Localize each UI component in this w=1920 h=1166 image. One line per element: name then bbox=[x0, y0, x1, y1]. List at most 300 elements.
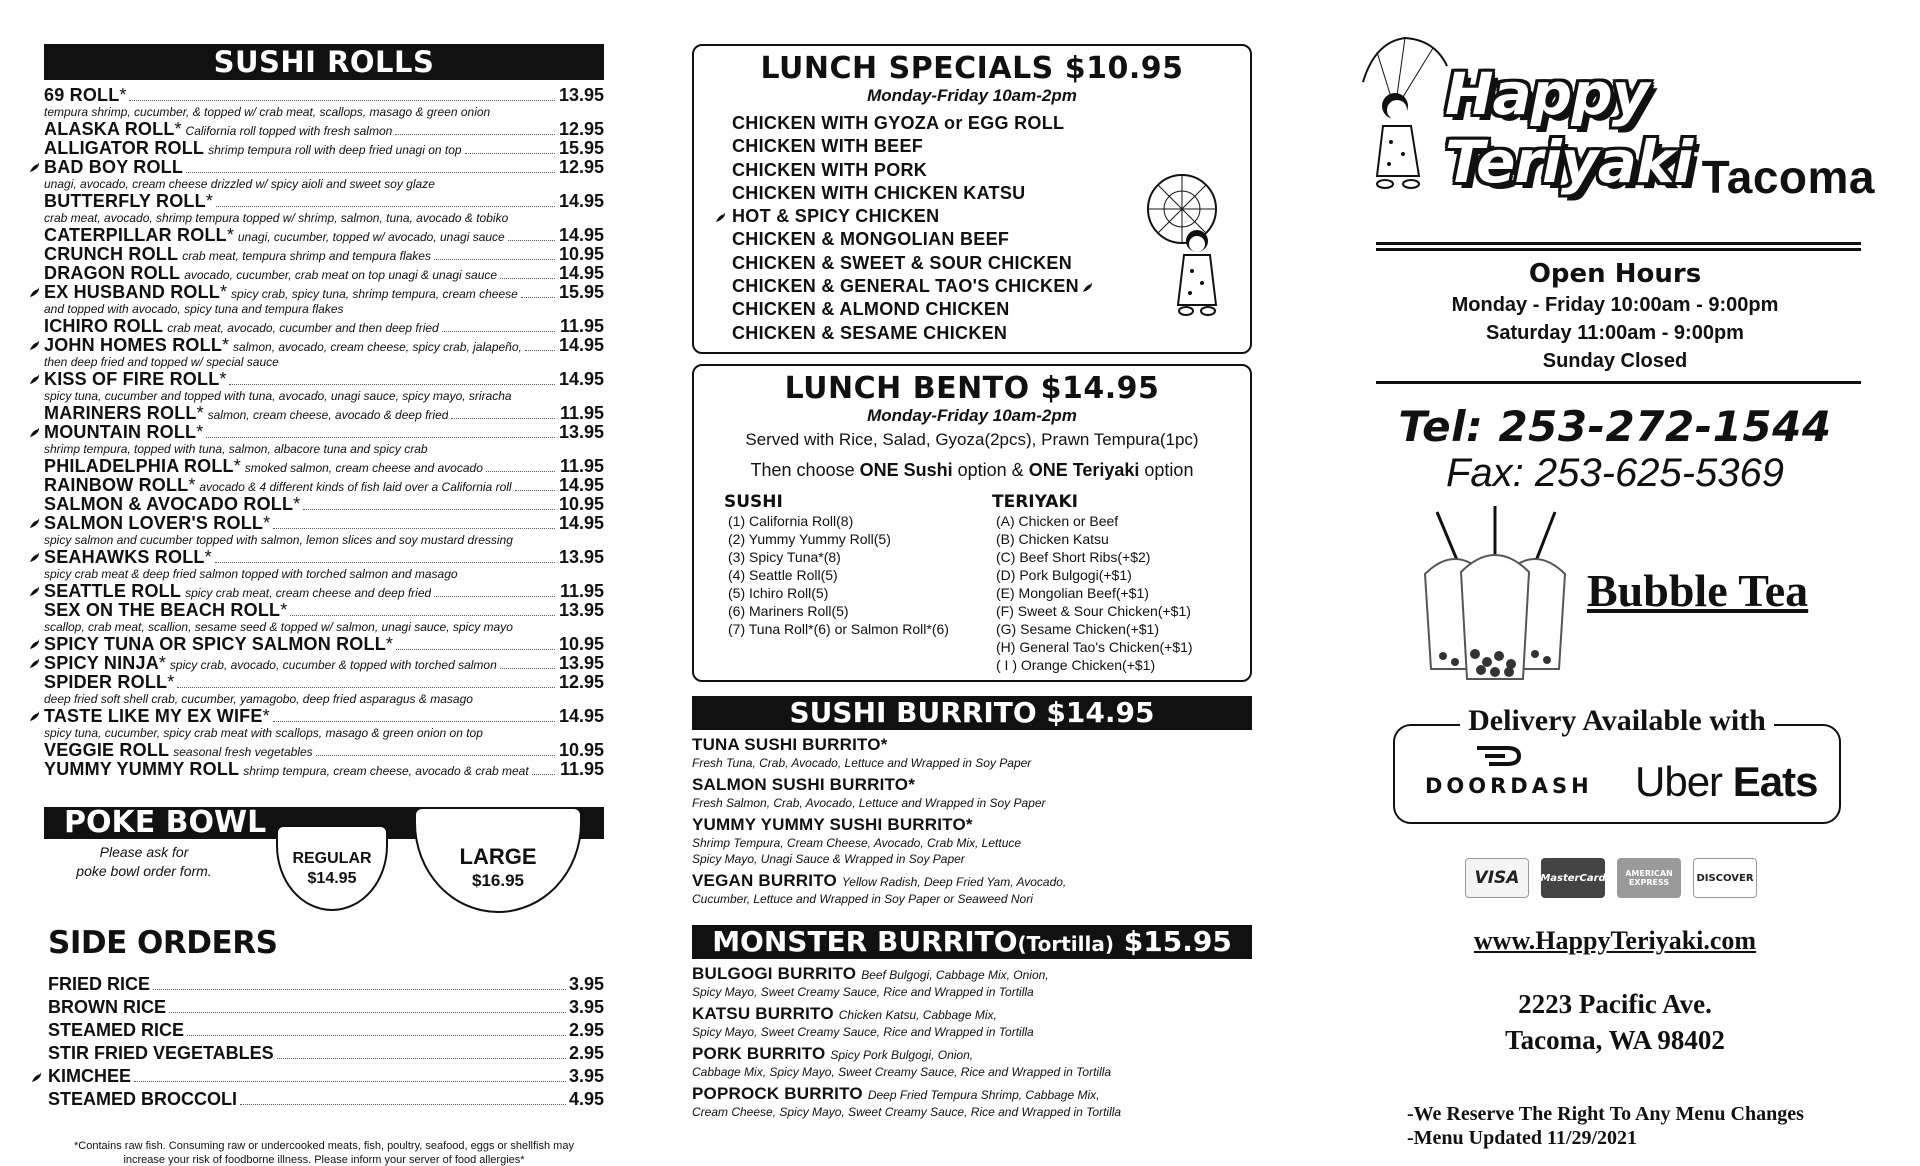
bento-teriyaki-option: (B) Chicken Katsu bbox=[996, 531, 1109, 547]
item-name: KATSU BURRITO bbox=[692, 1004, 834, 1023]
item-price: 3.95 bbox=[568, 1066, 604, 1086]
lunch-specials-hours: Monday-Friday 10am-2pm bbox=[867, 86, 1077, 105]
burrito-item bbox=[692, 963, 1252, 1000]
bento-options bbox=[694, 492, 1250, 674]
raw-marker: * bbox=[226, 225, 234, 245]
item-description: seasonal fresh vegetables bbox=[173, 745, 313, 759]
item-name: FRIED RICE bbox=[48, 974, 151, 994]
leader-dots bbox=[396, 649, 555, 650]
item-price: 13.95 bbox=[558, 547, 604, 567]
item-name: RAINBOW ROLL bbox=[44, 475, 189, 495]
lunch-specials-title: LUNCH SPECIALS $10.95 bbox=[760, 51, 1184, 86]
raw-marker: * bbox=[196, 422, 204, 442]
item-price: 2.95 bbox=[568, 1043, 604, 1063]
menu-item bbox=[44, 654, 604, 673]
burrito-title-line bbox=[692, 1043, 1252, 1064]
chili-pepper-icon bbox=[28, 710, 41, 723]
right-column bbox=[1355, 0, 1875, 1166]
bento-sushi-option: (4) Seattle Roll(5) bbox=[728, 567, 838, 583]
item-name: CATERPILLAR ROLL bbox=[44, 225, 227, 245]
chili-pepper-icon bbox=[28, 373, 41, 386]
item-description: Deep Fried Tempura Shrimp, Cabbage Mix, bbox=[867, 1088, 1100, 1102]
poke-note-line: Please ask for bbox=[99, 844, 189, 860]
brand-city: Tacoma bbox=[1701, 151, 1875, 203]
menu-item bbox=[44, 317, 604, 336]
item-price: 11.95 bbox=[559, 403, 604, 423]
item-price: 12.95 bbox=[558, 157, 604, 177]
item-name: SPICY TUNA OR SPICY SALMON ROLL bbox=[44, 634, 386, 654]
item-description: shrimp tempura, cream cheese, avocado & crab meat bbox=[243, 764, 529, 778]
item-name: YUMMY YUMMY SUSHI BURRITO* bbox=[692, 815, 973, 834]
item-name: BUTTERFLY ROLL bbox=[44, 191, 206, 211]
raw-marker: * bbox=[219, 369, 227, 389]
item-name: SALMON SUSHI BURRITO* bbox=[692, 775, 916, 794]
divider bbox=[1376, 248, 1861, 251]
monster-burrito-price: $15.95 bbox=[1114, 925, 1232, 958]
hours-line: Saturday 11:00am - 9:00pm bbox=[1486, 322, 1744, 344]
item-name: CRUNCH ROLL bbox=[44, 244, 179, 264]
item-name: CHICKEN WITH GYOZA or EGG ROLL bbox=[732, 113, 1065, 133]
item-description: spicy crab, spicy tuna, shrimp tempura, cream cheese bbox=[231, 287, 518, 301]
side-orders-list bbox=[44, 973, 604, 1111]
item-price: 15.95 bbox=[558, 282, 604, 302]
leader-dots bbox=[277, 1058, 566, 1059]
item-name: JOHN HOMES ROLL bbox=[44, 335, 223, 355]
item-price: 14.95 bbox=[558, 263, 604, 283]
menu-notes bbox=[1407, 1102, 1875, 1150]
chili-pepper-icon bbox=[1081, 281, 1094, 294]
item-price: 14.95 bbox=[558, 191, 604, 211]
leader-dots bbox=[134, 1081, 566, 1082]
menu-item-line bbox=[44, 423, 604, 442]
chili-pepper-icon bbox=[28, 585, 41, 598]
chili-pepper-icon bbox=[28, 339, 41, 352]
item-description: salmon, cream cheese, avocado & deep fried bbox=[207, 408, 449, 422]
menu-item bbox=[44, 601, 604, 635]
item-price: 14.95 bbox=[558, 369, 604, 389]
item-description: spicy tuna, cucumber, spicy crab meat with scallops, masago & green onion on top bbox=[44, 726, 483, 740]
item-description: Spicy Pork Bulgogi, Onion, bbox=[830, 1048, 974, 1062]
poke-note-line: poke bowl order form. bbox=[76, 863, 212, 879]
hours-title: Open Hours bbox=[1528, 259, 1702, 289]
leader-dots bbox=[273, 721, 555, 722]
side-order-item bbox=[48, 1065, 604, 1088]
menu-item bbox=[44, 120, 604, 139]
eats-text: Eats bbox=[1732, 758, 1818, 805]
leader-dots bbox=[434, 596, 555, 597]
burrito-title-line bbox=[692, 1083, 1252, 1104]
leader-dots bbox=[240, 1104, 566, 1105]
chili-pepper-icon bbox=[28, 517, 41, 530]
item-description: deep fried soft shell crab, cucumber, yamagobo, deep fried asparagus & masago bbox=[44, 692, 473, 706]
burrito-title-line bbox=[692, 1003, 1252, 1024]
leader-dots bbox=[515, 490, 555, 491]
item-name: STEAMED BROCCOLI bbox=[48, 1089, 237, 1109]
item-name: CHICKEN & GENERAL TAO'S CHICKEN bbox=[732, 276, 1079, 297]
menu-item bbox=[44, 514, 604, 548]
item-name: DRAGON ROLL bbox=[44, 263, 181, 283]
leader-dots bbox=[532, 774, 555, 775]
raw-marker: * bbox=[233, 456, 241, 476]
telephone[interactable]: Tel: 253-272-1544 bbox=[1398, 402, 1832, 451]
hours-line: Sunday Closed bbox=[1542, 350, 1688, 372]
item-price: 14.95 bbox=[558, 475, 604, 495]
menu-item-line bbox=[44, 139, 604, 158]
item-description: avocado & 4 different kinds of fish laid over a California roll bbox=[199, 480, 512, 494]
menu-item-line bbox=[44, 264, 604, 283]
address-line: Tacoma, WA 98402 bbox=[1505, 1025, 1725, 1055]
parasol-girl-illustration bbox=[1142, 171, 1232, 326]
chili-pepper-icon bbox=[28, 286, 41, 299]
item-name: VEGAN BURRITO bbox=[692, 871, 837, 890]
item-description: unagi, cucumber, topped w/ avocado, unagi sauce bbox=[237, 230, 505, 244]
item-price: 13.95 bbox=[558, 422, 604, 442]
chili-pepper-icon bbox=[28, 638, 41, 651]
item-name: MARINERS ROLL bbox=[44, 403, 197, 423]
parasol-girl-logo-icon bbox=[1355, 30, 1455, 205]
leader-dots bbox=[303, 509, 555, 510]
menu-item bbox=[44, 264, 604, 283]
item-description: Yellow Radish, Deep Fried Yam, Avocado, bbox=[841, 875, 1067, 889]
item-name: TUNA SUSHI BURRITO* bbox=[692, 735, 888, 754]
large-bowl bbox=[414, 807, 582, 913]
menu-item bbox=[44, 673, 604, 707]
raw-marker: * bbox=[167, 672, 175, 692]
item-description: Fresh Tuna, Crab, Avocado, Lettuce and Wrapped in Soy Paper bbox=[692, 756, 1032, 770]
poke-bowl-note bbox=[44, 843, 244, 881]
fax: Fax: 253-625-5369 bbox=[1445, 451, 1784, 495]
raw-marker: * bbox=[119, 85, 127, 105]
disclaimer-line: *Contains raw fish. Consuming raw or undercooked meats, fish, poultry, seafood, eggs or shellfish may bbox=[74, 1140, 574, 1152]
raw-marker: * bbox=[174, 119, 182, 139]
bento-teriyaki-header: TERIYAKI bbox=[992, 492, 1078, 512]
menu-item bbox=[44, 741, 604, 760]
burrito-title-line bbox=[692, 814, 1252, 835]
menu-item-line bbox=[44, 548, 604, 567]
item-name: CHICKEN WITH PORK bbox=[732, 159, 928, 180]
menu-item bbox=[44, 495, 604, 514]
item-name: STIR FRIED VEGETABLES bbox=[48, 1043, 274, 1063]
menu-item-line bbox=[44, 635, 604, 654]
item-price: 14.95 bbox=[558, 513, 604, 533]
chili-pepper-icon bbox=[28, 161, 41, 174]
note-line: -Menu Updated 11/29/2021 bbox=[1407, 1127, 1638, 1149]
doordash-logo[interactable]: DOORDASH bbox=[1425, 774, 1593, 798]
raw-marker: * bbox=[220, 282, 228, 302]
raw-marker: * bbox=[205, 191, 213, 211]
choose-sushi-bold: ONE Sushi bbox=[859, 460, 953, 480]
item-name: PHILADELPHIA ROLL bbox=[44, 456, 234, 476]
brand-logo bbox=[1355, 0, 1875, 203]
item-price: 3.95 bbox=[568, 974, 604, 994]
leader-dots bbox=[500, 668, 555, 669]
menu-item-line bbox=[44, 158, 604, 177]
bento-sushi-option: (6) Mariners Roll(5) bbox=[728, 603, 849, 619]
item-name: SALMON LOVER'S ROLL bbox=[44, 513, 264, 533]
bento-teriyaki-option: (E) Mongolian Beef(+$1) bbox=[996, 585, 1149, 601]
menu-item-line bbox=[44, 707, 604, 726]
burrito-item bbox=[692, 734, 1252, 771]
raw-marker: * bbox=[280, 600, 288, 620]
bento-sushi-option: (2) Yummy Yummy Roll(5) bbox=[728, 531, 891, 547]
hours-block bbox=[1355, 257, 1875, 375]
item-name: EX HUSBAND ROLL bbox=[44, 282, 221, 302]
raw-marker: * bbox=[222, 335, 230, 355]
monster-burrito-title: MONSTER BURRITO bbox=[712, 925, 1018, 958]
raw-marker: * bbox=[196, 403, 204, 423]
item-description: salmon, avocado, cream cheese, spicy crab, jalapeño, bbox=[233, 340, 522, 354]
delivery-box bbox=[1393, 704, 1841, 824]
item-price: 11.95 bbox=[559, 581, 604, 601]
burrito-title-line bbox=[692, 774, 1252, 795]
menu-item-line bbox=[44, 741, 604, 760]
item-description: Spicy Mayo, Sweet Creamy Sauce, Rice and Wrapped in Tortilla bbox=[692, 985, 1034, 999]
item-name: SEAHAWKS ROLL bbox=[44, 547, 205, 567]
menu-item bbox=[44, 370, 604, 404]
item-description: Spicy Mayo, Unagi Sauce & Wrapped in Soy Paper bbox=[692, 852, 965, 866]
item-price: 10.95 bbox=[558, 244, 604, 264]
divider bbox=[1376, 242, 1861, 245]
item-name: PORK BURRITO bbox=[692, 1044, 826, 1063]
item-name: YUMMY YUMMY ROLL bbox=[44, 759, 240, 779]
item-description: Shrimp Tempura, Cream Cheese, Avocado, Crab Mix, Lettuce bbox=[692, 836, 1022, 850]
item-name: SPICY NINJA bbox=[44, 653, 159, 673]
item-description: spicy crab meat, cream cheese and deep fried bbox=[185, 586, 432, 600]
item-name: ALASKA ROLL bbox=[44, 119, 175, 139]
leader-dots bbox=[186, 172, 555, 173]
item-name: MOUNTAIN ROLL bbox=[44, 422, 197, 442]
bento-teriyaki-options bbox=[992, 492, 1193, 674]
lunch-bento-box bbox=[692, 364, 1252, 682]
item-price: 14.95 bbox=[558, 335, 604, 355]
bento-teriyaki-option: (A) Chicken or Beef bbox=[996, 513, 1119, 529]
item-price: 11.95 bbox=[559, 456, 604, 476]
item-description: then deep fried and topped w/ special sauce bbox=[44, 355, 279, 369]
side-order-item bbox=[48, 1042, 604, 1065]
menu-item bbox=[44, 707, 604, 741]
item-price: 12.95 bbox=[558, 119, 604, 139]
leader-dots bbox=[508, 240, 555, 241]
item-name: BAD BOY ROLL bbox=[44, 157, 184, 177]
item-description: spicy crab meat & deep fried salmon topped with torched salmon and masago bbox=[44, 567, 458, 581]
item-price: 2.95 bbox=[568, 1020, 604, 1040]
item-name: 69 ROLL bbox=[44, 85, 120, 105]
bubble-tea-section bbox=[1355, 504, 1875, 694]
item-name: SEATTLE ROLL bbox=[44, 581, 182, 601]
menu-item-line bbox=[44, 245, 604, 264]
bento-sushi-options bbox=[724, 492, 992, 674]
menu-item-line bbox=[44, 120, 604, 139]
item-description: Cabbage Mix, Spicy Mayo, Sweet Creamy Sauce, Rice and Wrapped in Tortilla bbox=[692, 1065, 1112, 1079]
regular-bowl-price: $14.95 bbox=[307, 870, 357, 887]
menu-item-line bbox=[44, 283, 604, 302]
menu-item-line bbox=[44, 673, 604, 692]
item-name: KIMCHEE bbox=[48, 1066, 132, 1086]
poke-bowl-title: POKE BOWL bbox=[64, 805, 267, 840]
item-price: 13.95 bbox=[558, 600, 604, 620]
doordash-icon bbox=[1475, 744, 1525, 773]
item-price: 14.95 bbox=[558, 706, 604, 726]
item-description: smoked salmon, cream cheese and avocado bbox=[244, 461, 483, 475]
menu-item-line bbox=[44, 760, 604, 779]
leader-dots bbox=[153, 989, 566, 990]
menu-item-line bbox=[44, 654, 604, 673]
leader-dots bbox=[434, 259, 555, 260]
burrito-item bbox=[692, 1003, 1252, 1040]
burrito-item bbox=[692, 814, 1252, 867]
chili-pepper-icon bbox=[28, 426, 41, 439]
bento-sushi-header: SUSHI bbox=[724, 492, 783, 512]
item-name: VEGGIE ROLL bbox=[44, 740, 170, 760]
leader-dots bbox=[486, 471, 555, 472]
menu-item-line bbox=[44, 370, 604, 389]
uber-text: Uber bbox=[1635, 758, 1723, 805]
bento-served-with: Served with Rice, Salad, Gyoza(2pcs), Prawn Tempura(1pc) bbox=[745, 430, 1199, 449]
leader-dots bbox=[525, 350, 555, 351]
side-order-item bbox=[48, 1088, 604, 1111]
item-name: CHICKEN & ALMOND CHICKEN bbox=[732, 299, 1010, 320]
monster-burrito-list bbox=[692, 963, 1252, 1120]
menu-item-line bbox=[44, 582, 604, 601]
item-price: 3.95 bbox=[568, 997, 604, 1017]
item-name: TASTE LIKE MY EX WIFE bbox=[44, 706, 263, 726]
regular-bowl-label: REGULAR bbox=[292, 850, 372, 867]
item-description: California roll topped with fresh salmon bbox=[185, 124, 393, 138]
item-description: avocado, cucumber, crab meat on top unagi & unagi sauce bbox=[184, 268, 498, 282]
item-description: spicy tuna, cucumber and topped with tuna, avocado, unagi sauce, spicy mayo, sriracha bbox=[44, 389, 512, 403]
item-name: CHICKEN & MONGOLIAN BEEF bbox=[732, 229, 1010, 250]
leader-dots bbox=[521, 297, 555, 298]
leader-dots bbox=[215, 562, 555, 563]
raw-marker: * bbox=[158, 653, 166, 673]
bento-sushi-option: (1) California Roll(8) bbox=[728, 513, 854, 529]
raw-marker: * bbox=[263, 513, 271, 533]
divider bbox=[1376, 381, 1861, 384]
item-description: Spicy Mayo, Sweet Creamy Sauce, Rice and Wrapped in Tortilla bbox=[692, 1025, 1034, 1039]
leader-dots bbox=[229, 384, 555, 385]
item-description: crab meat, avocado, shrimp tempura topped w/ shrimp, salmon, tuna, avocado & tobiko bbox=[44, 211, 509, 225]
leader-dots bbox=[177, 687, 555, 688]
delivery-title-text: Delivery Available with bbox=[1460, 704, 1774, 737]
item-price: 11.95 bbox=[559, 759, 604, 779]
item-description: Fresh Salmon, Crab, Avocado, Lettuce and Wrapped in Soy Paper bbox=[692, 796, 1046, 810]
lunch-special-item bbox=[732, 112, 1250, 135]
bento-teriyaki-option: (F) Sweet & Sour Chicken(+$1) bbox=[996, 603, 1191, 619]
bento-choose-line bbox=[694, 456, 1250, 484]
item-name: CHICKEN & SESAME CHICKEN bbox=[732, 322, 1008, 343]
menu-item bbox=[44, 404, 604, 423]
burrito-title-line bbox=[692, 734, 1252, 755]
bento-teriyaki-option: (D) Pork Bulgogi(+$1) bbox=[996, 567, 1132, 583]
item-name: SALMON & AVOCADO ROLL bbox=[44, 494, 294, 514]
item-description: shrimp tempura, topped with tuna, salmon, albacore tuna and spicy crab bbox=[44, 442, 428, 456]
regular-bowl bbox=[276, 825, 388, 911]
item-description: crab meat, tempura shrimp and tempura flakes bbox=[182, 249, 431, 263]
leader-dots bbox=[273, 528, 555, 529]
menu-item-line bbox=[44, 86, 604, 105]
menu-item-line bbox=[44, 336, 604, 355]
item-description: Cream Cheese, Spicy Mayo, Sweet Creamy Sauce, Rice and Wrapped in Tortilla bbox=[692, 1105, 1122, 1119]
leader-dots bbox=[216, 206, 555, 207]
amex-icon: AMERICAN EXPRESS bbox=[1617, 858, 1681, 898]
menu-item bbox=[44, 192, 604, 226]
item-description: scallop, crab meat, scallion, sesame seed & topped w/ salmon, unagi sauce, spicy mayo bbox=[44, 620, 513, 634]
item-name: SEX ON THE BEACH ROLL bbox=[44, 600, 281, 620]
burrito-title-line bbox=[692, 963, 1252, 984]
leader-dots bbox=[129, 100, 555, 101]
item-name: STEAMED RICE bbox=[48, 1020, 185, 1040]
website-link[interactable]: www.HappyTeriyaki.com bbox=[1473, 926, 1757, 955]
monster-burrito-tortilla: (Tortilla) bbox=[1017, 932, 1115, 956]
bento-teriyaki-option: (C) Beef Short Ribs(+$2) bbox=[996, 549, 1151, 565]
leader-dots bbox=[169, 1012, 566, 1013]
menu-item-line bbox=[44, 404, 604, 423]
item-description: crab meat, avocado, cucumber and then deep fried bbox=[167, 321, 439, 335]
choose-teriyaki-bold: ONE Teriyaki bbox=[1028, 460, 1140, 480]
item-description: Beef Bulgogi, Cabbage Mix, Onion, bbox=[861, 968, 1049, 982]
ubereats-logo[interactable] bbox=[1635, 758, 1817, 806]
leader-dots bbox=[206, 437, 555, 438]
address-line: 2223 Pacific Ave. bbox=[1518, 989, 1712, 1019]
item-name: SPIDER ROLL bbox=[44, 672, 168, 692]
side-orders-title: SIDE ORDERS bbox=[48, 925, 278, 961]
open-hours bbox=[1355, 242, 1875, 384]
item-price: 13.95 bbox=[558, 653, 604, 673]
choose-text: Then choose bbox=[750, 460, 860, 480]
menu-item bbox=[44, 336, 604, 370]
menu-item bbox=[44, 226, 604, 245]
menu-item bbox=[44, 283, 604, 317]
chili-pepper-icon bbox=[28, 551, 41, 564]
mastercard-icon: MasterCard bbox=[1541, 858, 1605, 898]
sushi-burrito-list bbox=[692, 734, 1252, 907]
chili-pepper-icon bbox=[714, 211, 727, 224]
menu-item-line bbox=[44, 457, 604, 476]
disclaimer-line: increase your risk of foodborne illness. Please inform your server of food allergies* bbox=[123, 1154, 525, 1166]
item-price: 11.95 bbox=[559, 316, 604, 336]
leader-dots bbox=[395, 134, 555, 135]
raw-marker: * bbox=[385, 634, 393, 654]
item-name: ICHIRO ROLL bbox=[44, 316, 164, 336]
hours-line: Monday - Friday 10:00am - 9:00pm bbox=[1451, 294, 1779, 316]
item-price: 15.95 bbox=[558, 138, 604, 158]
leader-dots bbox=[316, 755, 555, 756]
item-name: CHICKEN & SWEET & SOUR CHICKEN bbox=[732, 252, 1073, 273]
choose-text: option bbox=[1139, 460, 1194, 480]
item-price: 13.95 bbox=[558, 85, 604, 105]
menu-item bbox=[44, 86, 604, 120]
menu-item bbox=[44, 158, 604, 192]
menu-item bbox=[44, 423, 604, 457]
item-name: ALLIGATOR ROLL bbox=[44, 138, 205, 158]
monster-burrito-header bbox=[692, 925, 1252, 959]
poke-bowl-section bbox=[44, 839, 604, 919]
menu-item bbox=[44, 476, 604, 495]
raw-marker: * bbox=[188, 475, 196, 495]
item-description: Cucumber, Lettuce and Wrapped in Soy Paper or Seaweed Nori bbox=[692, 892, 1033, 906]
menu-item bbox=[44, 548, 604, 582]
menu-item bbox=[44, 245, 604, 264]
leader-dots bbox=[442, 331, 555, 332]
raw-fish-disclaimer bbox=[44, 1139, 604, 1166]
item-name: KISS OF FIRE ROLL bbox=[44, 369, 220, 389]
raw-marker: * bbox=[262, 706, 270, 726]
item-description: spicy salmon and cucumber topped with salmon, lemon slices and soy mustard dressing bbox=[44, 533, 513, 547]
bubble-tea-cups-icon bbox=[1415, 504, 1575, 694]
leader-dots bbox=[465, 153, 555, 154]
menu-item-line bbox=[44, 514, 604, 533]
lunch-bento-hours: Monday-Friday 10am-2pm bbox=[867, 406, 1077, 425]
